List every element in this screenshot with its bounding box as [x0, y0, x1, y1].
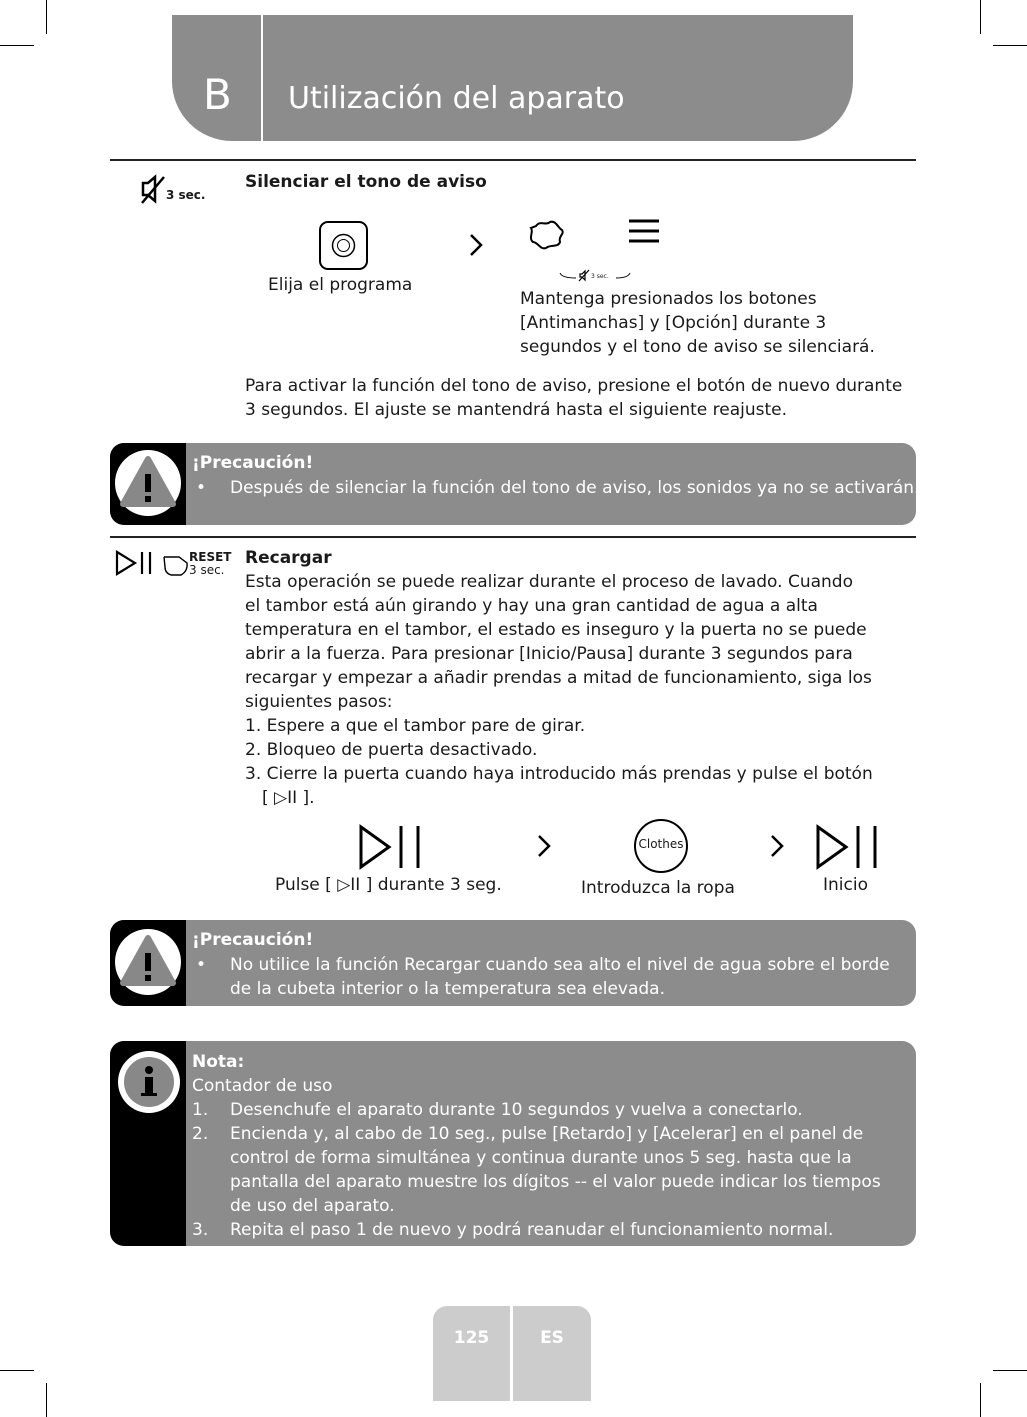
crop-mark — [0, 45, 34, 46]
crop-mark — [980, 0, 981, 34]
paragraph-line: el tambor está aún girando y hay una gran cantidad de agua a alta — [245, 596, 818, 616]
info-icon — [117, 1050, 181, 1118]
clothes-label: Clothes — [638, 837, 684, 851]
section-title: Silenciar el tono de aviso — [245, 172, 487, 192]
caution-bullet: • — [196, 955, 207, 975]
play-pause-large-icon — [357, 824, 423, 874]
stain-icon — [528, 218, 566, 256]
list-item: 3. Cierre la puerta cuando haya introducido más prendas y pulse el botón — [245, 764, 873, 784]
note-item-number: 1. — [192, 1100, 209, 1120]
paragraph-line: abrir a la fuerza. Para presionar [Inicio/Pausa] durante 3 segundos para — [245, 644, 853, 664]
note-item-text: pantalla del aparato muestre los dígitos -- el valor puede indicar los tiempos — [230, 1172, 881, 1192]
paragraph-line: 3 segundos. El ajuste se mantendrá hasta el siguiente reajuste. — [245, 400, 787, 420]
paragraph-line: recargar y empezar a añadir prendas a mitad de funcionamiento, siga los — [245, 668, 872, 688]
caution-text: de la cubeta interior o la temperatura sea elevada. — [230, 979, 665, 999]
chevron-right-icon — [536, 834, 552, 862]
caution-title: ¡Precaución! — [192, 453, 314, 473]
reset-hand-icon — [161, 551, 189, 581]
menu-icon — [628, 218, 660, 248]
crop-mark — [46, 0, 47, 34]
warning-icon — [114, 928, 182, 1000]
paragraph-line: Para activar la función del tono de aviso, presione el botón de nuevo durante — [245, 376, 903, 396]
chevron-right-icon — [769, 834, 785, 862]
list-item: [ ▷II ]. — [262, 788, 315, 808]
crop-mark — [46, 1383, 47, 1417]
bracket-mute-icon — [558, 268, 632, 284]
step-caption: Inicio — [823, 875, 868, 895]
paragraph-line: Esta operación se puede realizar durante el proceso de lavado. Cuando — [245, 572, 853, 592]
caution-text: No utilice la función Recargar cuando sea alto el nivel de agua sobre el borde — [230, 955, 890, 975]
step-description: Mantenga presionados los botones — [520, 289, 817, 309]
paragraph-line: siguientes pasos: — [245, 692, 393, 712]
note-item-text: Encienda y, al cabo de 10 seg., pulse [Retardo] y [Acelerar] en el panel de — [230, 1124, 864, 1144]
note-item-number: 2. — [192, 1124, 209, 1144]
reset-label: RESET — [189, 550, 232, 564]
bracket-mute-text: 3 sec. — [591, 273, 609, 280]
program-dial-icon — [319, 221, 369, 271]
section-header — [172, 15, 853, 141]
page-number: 125 — [433, 1306, 510, 1401]
start-icon — [814, 824, 880, 874]
crop-mark — [993, 45, 1027, 46]
step-caption: Elija el programa — [268, 275, 413, 295]
mute-icon-text: 3 sec. — [166, 188, 206, 202]
play-pause-icon — [114, 549, 154, 581]
divider — [110, 159, 916, 161]
step-description: [Antimanchas] y [Opción] durante 3 — [520, 313, 827, 333]
divider — [110, 536, 916, 538]
note-item-text: Desenchufe el aparato durante 10 segundos y vuelva a conectarlo. — [230, 1100, 803, 1120]
caution-bullet: • — [196, 478, 207, 498]
header-divider — [261, 15, 263, 141]
chevron-right-icon — [468, 233, 484, 261]
list-item: 2. Bloqueo de puerta desactivado. — [245, 740, 538, 760]
note-item-number: 3. — [192, 1220, 209, 1240]
paragraph-line: temperatura en el tambor, el estado es inseguro y la puerta no se puede — [245, 620, 867, 640]
note-title: Nota: — [192, 1052, 245, 1072]
reset-sub: 3 sec. — [189, 563, 225, 577]
note-item-text: de uso del aparato. — [230, 1196, 395, 1216]
section-title: Recargar — [245, 548, 332, 568]
note-item-text: Repita el paso 1 de nuevo y podrá reanudar el funcionamiento normal. — [230, 1220, 834, 1240]
crop-mark — [980, 1383, 981, 1417]
step-caption: Introduzca la ropa — [581, 878, 735, 898]
caution-text: Después de silenciar la función del tono de aviso, los sonidos ya no se activarán. — [230, 478, 920, 498]
section-letter: B — [203, 70, 232, 119]
crop-mark — [0, 1370, 34, 1371]
note-item-text: control de forma simultánea y continua durante unos 5 seg. hasta que la — [230, 1148, 852, 1168]
step-caption: Pulse [ ▷II ] durante 3 seg. — [275, 875, 502, 895]
list-item: 1. Espere a que el tambor pare de girar. — [245, 716, 586, 736]
step-description: segundos y el tono de aviso se silenciará. — [520, 337, 875, 357]
caution-title: ¡Precaución! — [192, 930, 314, 950]
note-subtitle: Contador de uso — [192, 1076, 333, 1096]
mute-icon — [140, 173, 210, 207]
language-code: ES — [513, 1306, 591, 1401]
page-title: Utilización del aparato — [288, 81, 625, 116]
warning-icon — [114, 449, 182, 521]
crop-mark — [993, 1370, 1027, 1371]
